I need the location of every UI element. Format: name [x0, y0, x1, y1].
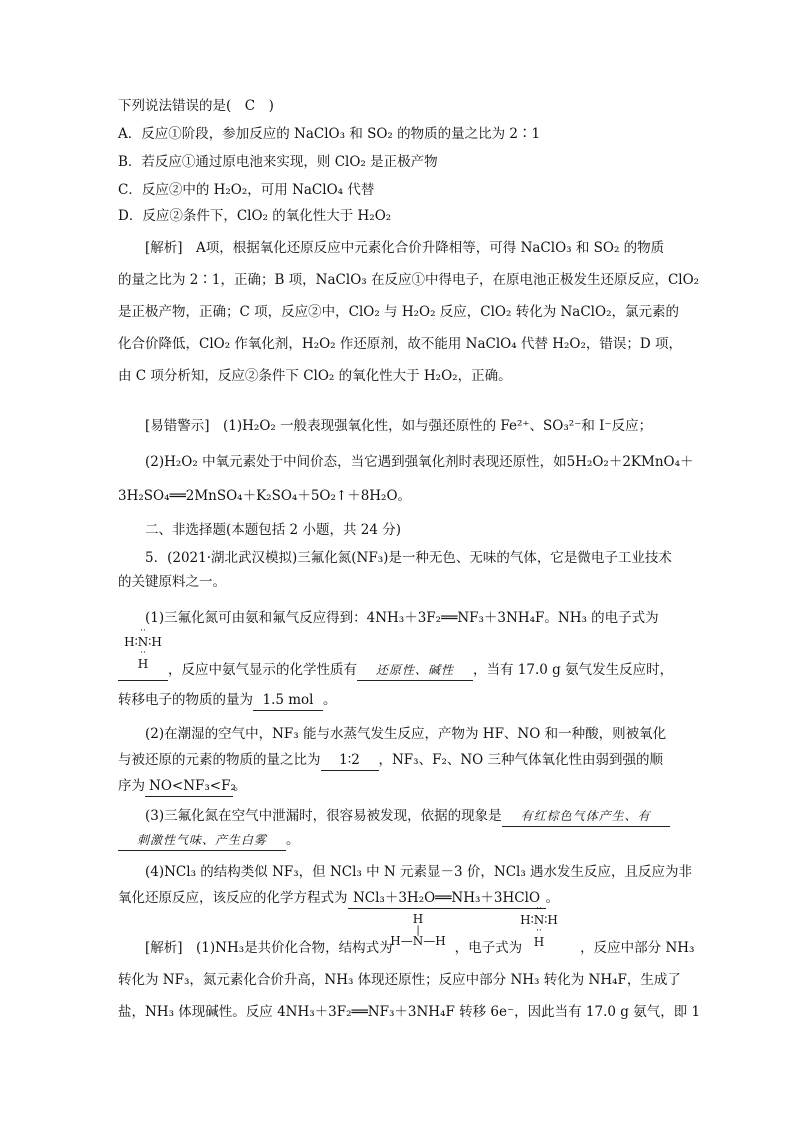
q5-intro-line: 的关键原料之一。 — [118, 574, 226, 590]
q4-option-c: C．反应②中的 H₂O₂，可用 NaClO₄ 代替 — [118, 182, 375, 198]
q5-part2-line: (2)在潮湿的空气中，NF₃ 能与水蒸气发生反应，产物为 HF、NO 和一种酸，则被氧化 — [145, 726, 667, 742]
q4-analysis-line: [解析] A项，根据氧化还原反应中元素化合价升降相等，可得 NaClO₃ 和 SO₂ 的物质 — [145, 240, 665, 256]
q5-part3-line1: (3)三氟化氮在空气中泄漏时，很容易被发现，依据的现象是 有红棕色气体产生、有 — [145, 806, 714, 827]
answer-chemical-property: 还原性、碱性 — [357, 660, 473, 681]
q4-warning-line: (2)H₂O₂ 中氧元素处于中间价态，当它遇到强氧化剂时表现还原性，如5H₂O₂＋2KMnO₄＋ — [145, 454, 694, 470]
q5-analysis-line: 盐，NH₃ 体现碱性。反应 4NH₃＋3F₂══NF₃＋3NH₄F 转移 6e⁻，因此当有 17.0 g 氨气，即 1 — [118, 1004, 701, 1020]
q4-option-a: A．反应①阶段，参加反应的 NaClO₃ 和 SO₂ 的物质的量之比为 2∶1 — [118, 126, 541, 142]
q5-part1-line2: ，反应中氨气显示的化学性质有 还原性、碱性 ，当有 17.0 g 氨气发生反应时， — [118, 660, 714, 681]
structural-formula-row: H—N—H — [390, 934, 446, 948]
q5-part1-line3: 转移电子的物质的量为 1.5 mol 。 — [118, 690, 714, 711]
q5-part1-line: (1)三氟化氮可由氨和氟气反应得到：4NH₃＋3F₂══NF₃＋3NH₄F。NH₃ 的电子式为 — [145, 610, 659, 626]
q4-analysis-line: 的量之比为 2∶1，正确；B 项，NaClO₃ 在反应①中得电子，在原电池正极发生还原反应，ClO₂ — [118, 272, 700, 288]
q4-analysis-line: 化合价降低，ClO₂ 作氧化剂，H₂O₂ 作还原剂，故不能用 NaClO₄ 代替 H₂O₂，错误；D 项， — [118, 336, 683, 352]
q5-part4-line2: 氧化还原反应，该反应的化学方程式为 NCl₃＋3H₂O══NH₃＋3HClO 。 — [118, 888, 714, 909]
electron-dot-formula-analysis: ·· H∶N∶H ·· H — [507, 904, 571, 948]
answer-phenomenon-2: 刺激性气味、产生白雾 — [118, 830, 286, 851]
answer-blank — [118, 660, 168, 681]
electron-dot-formula: ·· H∶N∶H ·· H — [118, 626, 168, 670]
q4-warning-line: 3H₂SO₄══2MnSO₄＋K₂SO₄＋5O₂↑＋8H₂O。 — [118, 488, 412, 504]
electron-dot-formula-row: H∶N∶H — [124, 635, 162, 649]
answer-ratio: 1∶2 — [321, 750, 379, 771]
q5-intro-line: 5．(2021·湖北武汉模拟)三氟化氮(NF₃)是一种无色、无味的气体，它是微电子工业技术 — [145, 550, 672, 566]
q5-part4-line: (4)NCl₃ 的结构类似 NF₃，但 NCl₃ 中 N 元素显－3 价，NCl₃ 遇水发生反应，且反应为非 — [145, 864, 693, 880]
answer-phenomenon-1: 有红棕色气体产生、有 — [502, 806, 670, 827]
section-heading: 二、非选择题(本题包括 2 小题，共 24 分) — [145, 522, 401, 538]
q5-part2-line3: 序为 NO<NF₃<F₂。 — [118, 776, 714, 797]
structural-formula: H | H—N—H — [390, 912, 446, 948]
q5-analysis-line: 转化为 NF₃，氮元素化合价升高，NH₃ 体现还原性；反应中部分 NH₃ 转化为 NH₄F，生成了 — [118, 972, 681, 988]
q4-option-b: B．若反应①通过原电池来实现，则 ClO₂ 是正极产物 — [118, 154, 438, 170]
q5-part3-line2: 刺激性气味、产生白雾 。 — [118, 830, 714, 851]
q4-stem: 下列说法错误的是( C ) — [118, 98, 274, 114]
q5-part2-line2: 与被还原的元素的物质的量之比为 1∶2 ，NF₃、F₂、NO 三种气体氧化性由弱到强的顺 — [118, 750, 714, 771]
q5-analysis-line1: [解析] (1)NH₃是共价化合物，结构式为 ，电子式为 ，反应中部分 NH₃ — [145, 940, 695, 956]
answer-equation: NCl₃＋3H₂O══NH₃＋3HClO — [348, 888, 546, 909]
electron-dot-formula-row: H∶N∶H — [520, 913, 558, 927]
answer-electron-mol: 1.5 mol — [253, 690, 323, 711]
q4-analysis-line: 是正极产物，正确；C 项，反应②中，ClO₂ 与 H₂O₂ 反应，ClO₂ 转化为 NaClO₂，氯元素的 — [118, 304, 679, 320]
answer-order: NO<NF₃<F₂ — [145, 776, 233, 797]
q4-warning-line: [易错警示] (1)H₂O₂ 一般表现强氧化性，如与强还原性的 Fe²⁺、SO₃²⁻和 I⁻反应； — [145, 418, 653, 434]
q4-option-d: D．反应②条件下，ClO₂ 的氧化性大于 H₂O₂ — [118, 208, 392, 224]
q4-analysis-line: 由 C 项分析知，反应②条件下 ClO₂ 的氧化性大于 H₂O₂，正确。 — [118, 368, 512, 384]
